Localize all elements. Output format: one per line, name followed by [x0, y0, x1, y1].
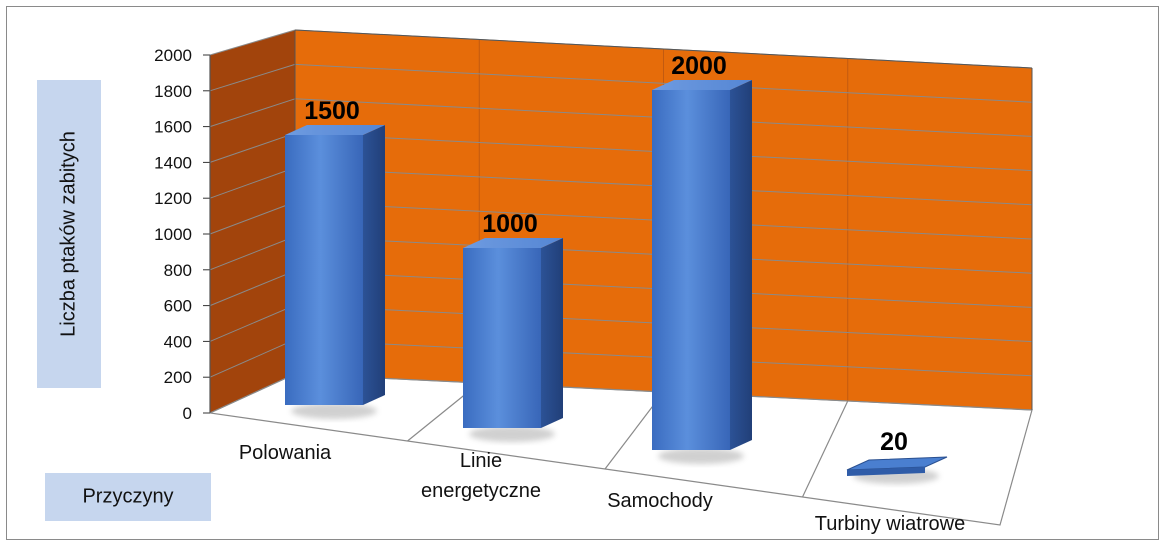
bar-side: [730, 80, 752, 450]
bar-shadow: [658, 448, 744, 464]
x-category-label: Linie energetyczne: [420, 450, 542, 502]
y-tick-label: 200: [163, 368, 192, 388]
y-tick-label: 1600: [154, 117, 192, 137]
data-label: 1000: [482, 210, 538, 238]
y-tick-label: 1400: [154, 153, 192, 173]
y-tick-label: 0: [182, 404, 192, 423]
bar-front: [652, 90, 730, 450]
data-label: 2000: [671, 52, 727, 80]
data-label: 20: [880, 428, 908, 456]
y-tick-label: 800: [163, 260, 192, 280]
y-tick-label: 1200: [154, 189, 192, 209]
y-axis-label: Liczba ptaków zabitych: [57, 131, 80, 337]
bar-front: [285, 135, 363, 405]
bar-side: [541, 238, 563, 428]
y-tick-label: 400: [163, 332, 192, 352]
chart-side-wall: [210, 30, 295, 413]
x-axis-label: Przyczyny: [82, 485, 174, 508]
bar-side: [363, 125, 385, 405]
y-tick-label: 600: [163, 296, 192, 316]
x-category-label: Turbiny wiatrowe: [814, 513, 966, 535]
bar-2: [463, 210, 563, 442]
bar-shadow: [291, 403, 377, 419]
bar-1: [285, 97, 385, 419]
bar-front: [463, 248, 541, 428]
y-tick-label: 2000: [154, 46, 192, 65]
x-category-label: Polowania: [238, 442, 332, 464]
data-label: 1500: [304, 97, 360, 125]
bar-shadow: [469, 426, 555, 442]
bar-3: [652, 52, 752, 464]
y-tick-label: 1800: [154, 81, 192, 101]
x-category-label: Samochody: [607, 490, 713, 512]
y-tick-label: 1000: [154, 225, 192, 244]
